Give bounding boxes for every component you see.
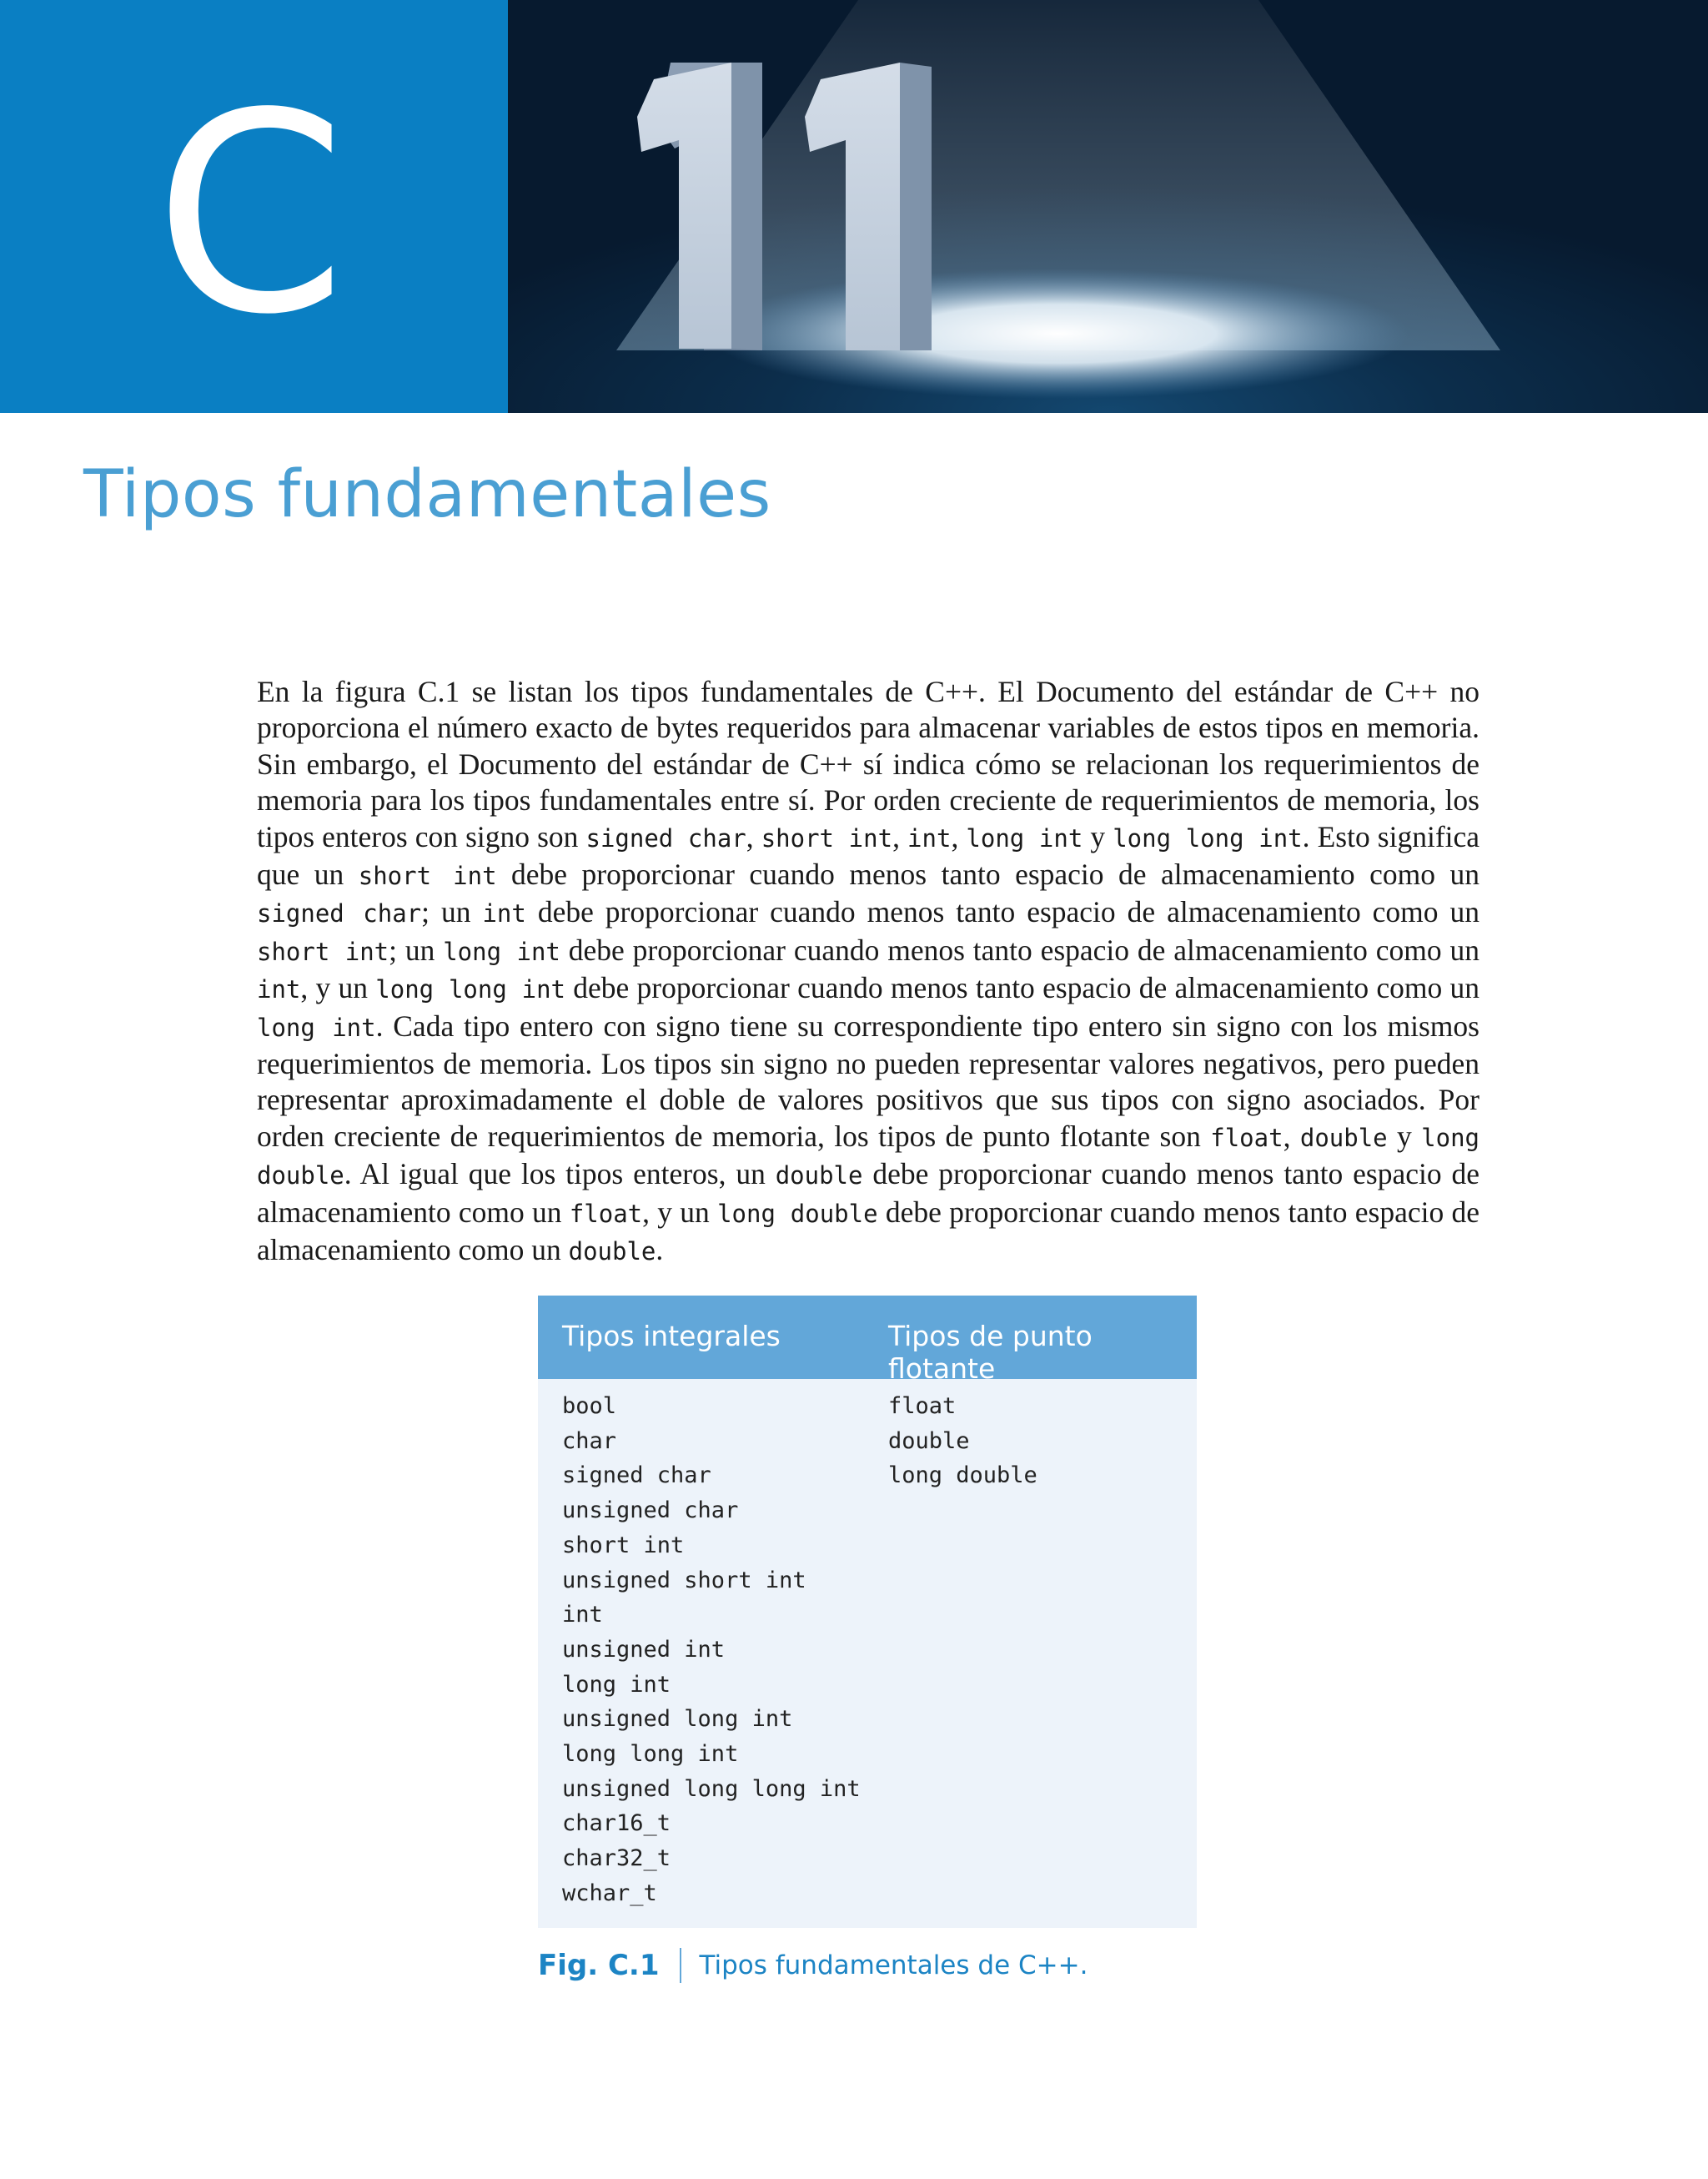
list-item: long int <box>562 1671 671 1698</box>
paragraph-text: . Esto significa que un <box>257 819 1480 892</box>
list-item: double <box>888 1427 970 1454</box>
list-item: unsigned int <box>562 1636 726 1663</box>
fundamental-types-table <box>538 1296 1197 1928</box>
chapter-banner <box>0 0 1708 413</box>
paragraph-text: debe proporcionar cuando menos tanto espacio de almacenamiento como un <box>565 971 1480 1005</box>
paragraph-text: . Cada tipo entero con signo tiene su correspondiente tipo entero sin signo con los mismos requerimientos de memoria. Los tipos sin signo no pueden representar valores negativos, pero pueden representar aproximadamente el doble de valores positivos que sus tipos con signo asociados. Por orden creciente de requerimientos de memoria, los tipos de punto flotante son <box>257 1009 1479 1153</box>
paragraph-text: , <box>951 819 967 853</box>
list-item: signed char <box>562 1462 711 1489</box>
list-item: long double <box>888 1462 1037 1489</box>
inline-code: long int <box>257 1013 376 1042</box>
floating-types-list <box>888 1389 1037 1493</box>
paragraph-text: debe proporcionar cuando menos tanto espacio de almacenamiento como un <box>257 1157 1479 1229</box>
list-item: wchar_t <box>562 1880 657 1906</box>
table-header <box>538 1296 1197 1385</box>
inline-code: int <box>482 899 526 928</box>
chapter-letter-block <box>0 0 508 413</box>
paragraph-text: . Al igual que los tipos enteros, un <box>344 1157 776 1191</box>
column-header-floating: Tipos de punto flotante <box>888 1320 1093 1385</box>
list-item: char <box>562 1427 617 1454</box>
inline-code: short int <box>761 823 893 853</box>
caption-divider <box>680 1948 681 1983</box>
inline-code: float <box>1210 1123 1284 1152</box>
inline-code: int <box>257 975 301 1004</box>
chapter-letter: C <box>154 54 347 375</box>
list-item: unsigned char <box>562 1497 739 1524</box>
inline-code: long int <box>966 823 1083 853</box>
spotlight-illustration <box>508 0 1708 413</box>
inline-code: long int <box>443 937 560 966</box>
column-header-integral: Tipos integrales <box>562 1320 781 1352</box>
inline-code: long double <box>717 1199 878 1228</box>
inline-code: short int <box>257 937 389 966</box>
inline-code: short int <box>358 862 497 891</box>
figure-caption-text: Tipos fundamentales de C++. <box>699 1950 1088 1980</box>
paragraph-text: En la figura C.1 se listan los tipos fundamentales de C++. El Documento del estándar de C++ no proporciona el número exacto de bytes requeridos para almacenar variables de estos tipos en memoria. Sin embargo, el Documento del estándar de C++ sí indica cómo se relacionan los requerimientos de memoria para los tipos fundamentales entre sí. Por orden creciente de requerimientos de memoria, los tipos enteros con signo son <box>257 675 1479 853</box>
paragraph-text: debe proporcionar cuando menos tanto espacio de almacenamiento como un <box>560 933 1479 967</box>
paragraph-text: y <box>1083 819 1113 853</box>
integral-types-list <box>562 1389 861 1911</box>
paragraph-text: ; un <box>421 895 483 929</box>
paragraph-text: . <box>656 1233 664 1267</box>
paragraph-text: ; un <box>389 933 444 967</box>
paragraph-text: debe proporcionar cuando menos tanto espacio de almacenamiento como un <box>525 895 1479 929</box>
inline-code: double <box>568 1237 656 1266</box>
inline-code: signed char <box>257 899 422 928</box>
list-item: bool <box>562 1393 617 1419</box>
paragraph-text: , y un <box>642 1195 718 1229</box>
body-paragraph <box>257 674 1479 1271</box>
list-item: short int <box>562 1532 685 1558</box>
list-item: int <box>562 1602 603 1628</box>
inline-code: double <box>1299 1123 1388 1152</box>
figure-label: Fig. C.1 <box>538 1949 660 1982</box>
list-item: unsigned long long int <box>562 1775 861 1802</box>
paragraph-text: debe proporcionar cuando menos tanto espacio de almacenamiento como un <box>257 1195 1479 1267</box>
chapter-hero-image <box>508 0 1708 413</box>
inline-code: long long int <box>375 975 566 1004</box>
list-item: unsigned short int <box>562 1567 806 1593</box>
inline-code: long double <box>257 1123 1480 1190</box>
inline-code: double <box>775 1161 863 1190</box>
paragraph-text: , <box>892 819 908 853</box>
page-title: Tipos fundamentales <box>83 457 771 532</box>
inline-code: float <box>569 1199 643 1228</box>
figure-caption <box>538 1947 1088 1984</box>
list-item: long long int <box>562 1741 739 1768</box>
paragraph-text: debe proporcionar cuando menos tanto espacio de almacenamiento como un <box>496 858 1479 892</box>
inline-code: int <box>907 823 952 853</box>
list-item: unsigned long int <box>562 1706 793 1733</box>
paragraph-text: y <box>1387 1119 1422 1153</box>
list-item: char16_t <box>562 1810 671 1837</box>
paragraph-text: , <box>1283 1119 1300 1153</box>
paragraph-text: , <box>746 819 761 853</box>
list-item: char32_t <box>562 1845 671 1872</box>
inline-code: long long int <box>1113 823 1303 853</box>
paragraph-text: , y un <box>300 971 376 1005</box>
inline-code: signed char <box>585 823 746 853</box>
list-item: float <box>888 1393 957 1419</box>
